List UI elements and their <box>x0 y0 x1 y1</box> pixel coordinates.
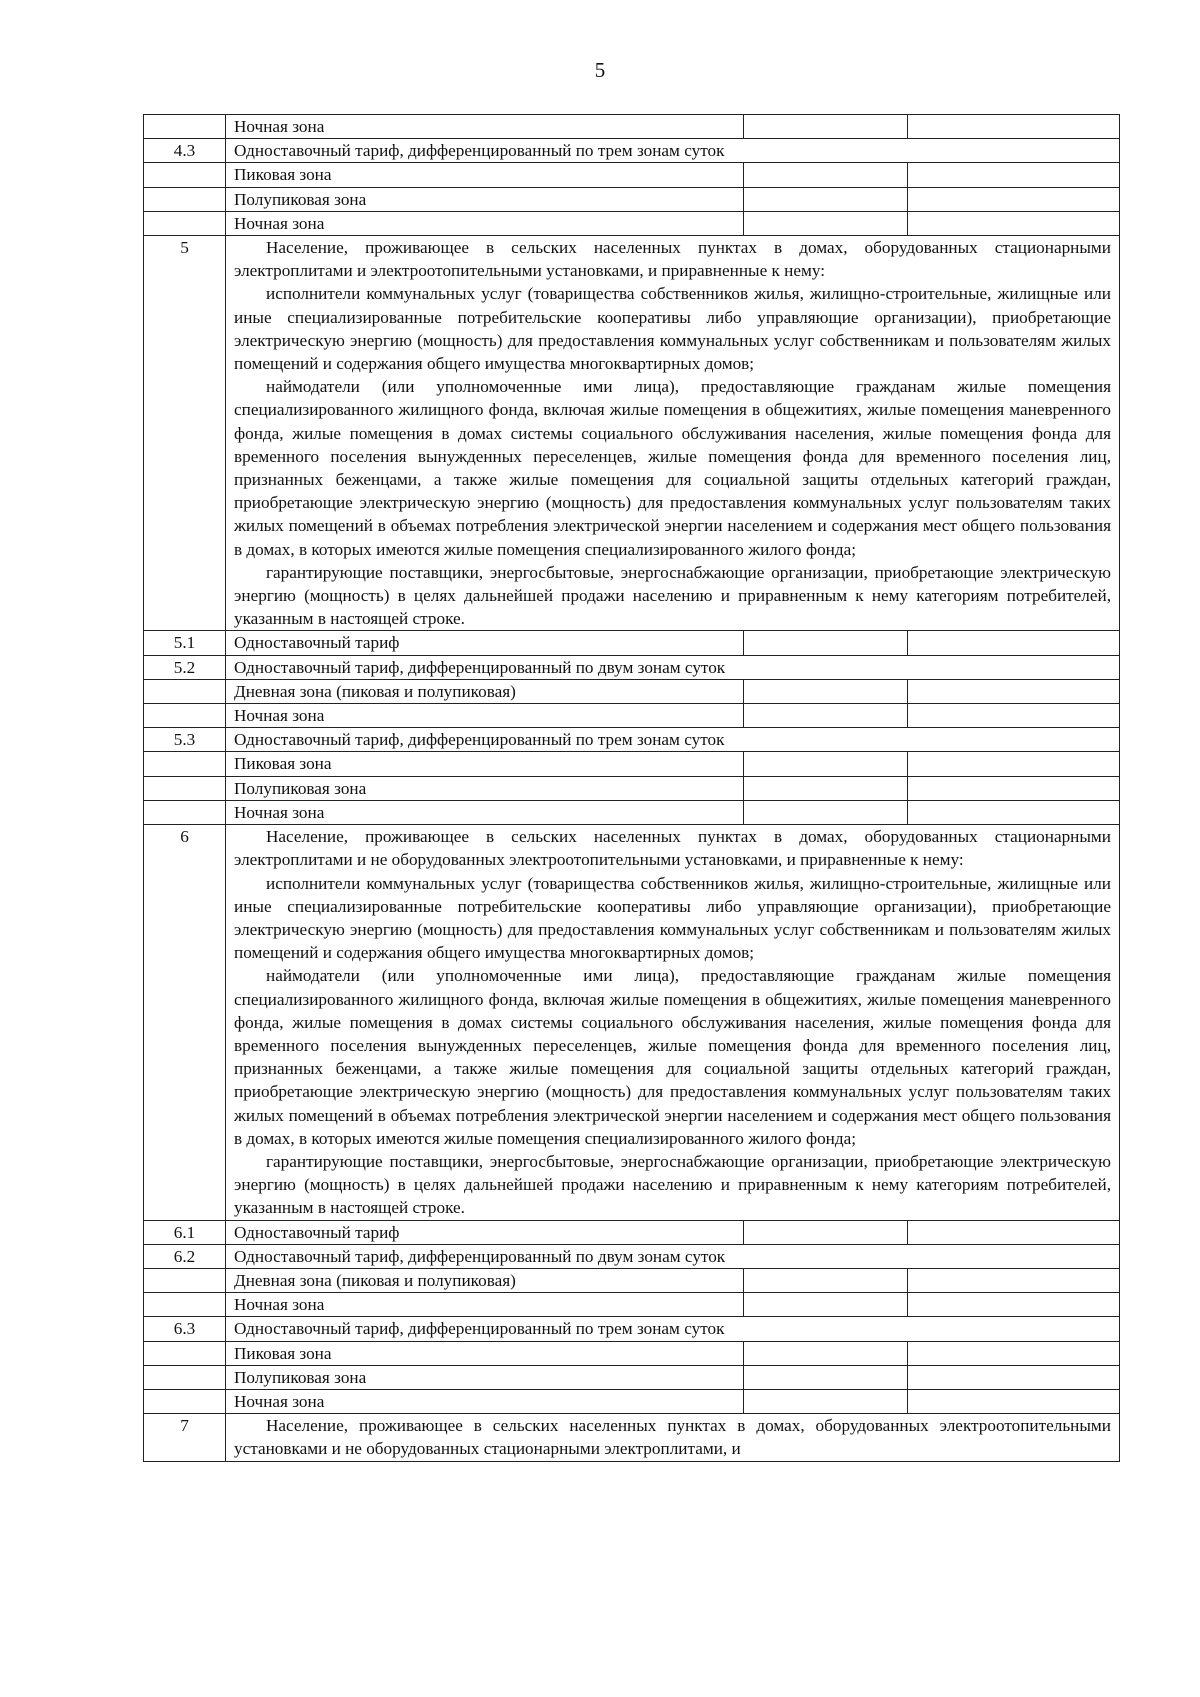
tariff-group-heading: Одноставочный тариф, дифференцированный по трем зонам суток <box>226 139 1120 163</box>
table-row <box>144 704 1120 728</box>
row-number: 5.2 <box>144 655 226 679</box>
value-cell-first-half <box>744 704 908 728</box>
zone-label: Полупиковая зона <box>226 776 744 800</box>
row-number: 7 <box>144 1414 226 1461</box>
table-row <box>144 1414 1120 1461</box>
value-cell-second-half <box>908 704 1120 728</box>
table-row <box>144 800 1120 824</box>
tariff-group-heading: Одноставочный тариф, дифференцированный по двум зонам суток <box>226 1244 1120 1268</box>
value-cell-second-half <box>908 187 1120 211</box>
table-row <box>144 825 1120 1220</box>
row-number: 6.3 <box>144 1317 226 1341</box>
row-number <box>144 800 226 824</box>
description-paragraph: Население, проживающее в сельских населенных пунктах в домах, оборудованных стационарными электроплитами и не оборудованных электроотопительными установками, и приравненные к нему: <box>234 827 1111 870</box>
value-cell-second-half <box>908 1365 1120 1389</box>
value-cell-first-half <box>744 800 908 824</box>
value-cell-second-half <box>908 115 1120 139</box>
table-row <box>144 1293 1120 1317</box>
table-row <box>144 211 1120 235</box>
value-cell-first-half <box>744 115 908 139</box>
row-number: 5.3 <box>144 728 226 752</box>
value-cell-first-half <box>744 1341 908 1365</box>
table-row <box>144 1389 1120 1413</box>
row-number <box>144 1293 226 1317</box>
description-paragraph: гарантирующие поставщики, энергосбытовые, энергоснабжающие организации, приобретающие электрическую энергию (мощность) в целях дальнейшей продажи населению и приравненным к нему категориям потребителей, указанным в настоящей строке. <box>234 562 1111 629</box>
value-cell-second-half <box>908 1341 1120 1365</box>
table-row <box>144 1317 1120 1341</box>
table-row <box>144 679 1120 703</box>
consumer-category-description <box>226 825 1120 1220</box>
row-number <box>144 1389 226 1413</box>
row-number: 6 <box>144 825 226 1220</box>
row-number: 4.3 <box>144 139 226 163</box>
zone-label: Ночная зона <box>226 1389 744 1413</box>
description-paragraph: исполнители коммунальных услуг (товарищества собственников жилья, жилищно-строительные, жилищные или иные специализированные потребительские кооперативы либо управляющие организации), приобретающие электрическую энергию (мощность) для предоставления коммунальных услуг собственникам и пользователям жилых помещений и содержания общего имущества многоквартирных домов; <box>234 873 1111 963</box>
value-cell-first-half <box>744 776 908 800</box>
row-number: 6.2 <box>144 1244 226 1268</box>
table-row <box>144 776 1120 800</box>
value-cell-first-half <box>744 211 908 235</box>
value-cell-second-half <box>908 631 1120 655</box>
row-number <box>144 1341 226 1365</box>
value-cell-first-half <box>744 631 908 655</box>
value-cell-first-half <box>744 1268 908 1292</box>
table-row <box>144 1244 1120 1268</box>
value-cell-second-half <box>908 800 1120 824</box>
description-paragraph: наймодатели (или уполномоченные ими лица), предоставляющие гражданам жилые помещения специализированного жилищного фонда, включая жилые помещения в общежитиях, жилые помещения маневренного фонда, жилые помещения в домах системы социального обслуживания населения, жилые помещения фонда для временного поселения вынужденных переселенцев, жилые помещения фонда для временного поселения лиц, признанных беженцами, а также жилые помещения для социальной защиты отдельных категорий граждан, приобретающие электрическую энергию (мощность) для предоставления коммунальных услуг пользователям таких жилых помещений в объемах потребления электрической энергии населением и содержания мест общего пользования в домах, в которых имеются жилые помещения специализированного жилого фонда; <box>234 377 1111 559</box>
tariff-label: Одноставочный тариф <box>226 1220 744 1244</box>
zone-label: Полупиковая зона <box>226 187 744 211</box>
table-row <box>144 115 1120 139</box>
zone-label: Дневная зона (пиковая и полупиковая) <box>226 679 744 703</box>
row-number <box>144 1365 226 1389</box>
tariff-group-heading: Одноставочный тариф, дифференцированный по двум зонам суток <box>226 655 1120 679</box>
description-paragraph: исполнители коммунальных услуг (товарищества собственников жилья, жилищно-строительные, жилищные или иные специализированные потребительские кооперативы либо управляющие организации), приобретающие электрическую энергию (мощность) для предоставления коммунальных услуг собственникам и пользователям жилых помещений и содержания общего имущества многоквартирных домов; <box>234 284 1111 374</box>
value-cell-first-half <box>744 163 908 187</box>
description-paragraph: Население, проживающее в сельских населенных пунктах в домах, оборудованных стационарными электроплитами и электроотопительными установками, и приравненные к нему: <box>234 238 1111 281</box>
table-row <box>144 236 1120 631</box>
row-number <box>144 752 226 776</box>
zone-label: Дневная зона (пиковая и полупиковая) <box>226 1268 744 1292</box>
table-row <box>144 1268 1120 1292</box>
row-number <box>144 115 226 139</box>
tariff-group-heading: Одноставочный тариф, дифференцированный по трем зонам суток <box>226 1317 1120 1341</box>
zone-label: Пиковая зона <box>226 163 744 187</box>
tariff-table <box>143 114 1120 1462</box>
zone-label: Ночная зона <box>226 704 744 728</box>
value-cell-second-half <box>908 1389 1120 1413</box>
zone-label: Ночная зона <box>226 115 744 139</box>
value-cell-first-half <box>744 1365 908 1389</box>
table-row <box>144 1220 1120 1244</box>
value-cell-second-half <box>908 752 1120 776</box>
row-number: 5.1 <box>144 631 226 655</box>
value-cell-first-half <box>744 1293 908 1317</box>
value-cell-second-half <box>908 1268 1120 1292</box>
description-paragraph: Население, проживающее в сельских населенных пунктах в домах, оборудованных электроотопительными установками и не оборудованных стационарными электроплитами, и <box>234 1416 1111 1459</box>
value-cell-second-half <box>908 1293 1120 1317</box>
table-row <box>144 139 1120 163</box>
zone-label: Пиковая зона <box>226 752 744 776</box>
table-row <box>144 1365 1120 1389</box>
row-number: 6.1 <box>144 1220 226 1244</box>
value-cell-second-half <box>908 163 1120 187</box>
table-row <box>144 655 1120 679</box>
consumer-category-description <box>226 1414 1120 1461</box>
value-cell-first-half <box>744 1220 908 1244</box>
table-row <box>144 187 1120 211</box>
value-cell-second-half <box>908 1220 1120 1244</box>
page-number: 5 <box>594 58 606 82</box>
description-paragraph: наймодатели (или уполномоченные ими лица), предоставляющие гражданам жилые помещения специализированного жилищного фонда, включая жилые помещения в общежитиях, жилые помещения маневренного фонда, жилые помещения в домах системы социального обслуживания населения, жилые помещения фонда для временного поселения вынужденных переселенцев, жилые помещения фонда для временного поселения лиц, признанных беженцами, а также жилые помещения для социальной защиты отдельных категорий граждан, приобретающие электрическую энергию (мощность) для предоставления коммунальных услуг пользователям таких жилых помещений в объемах потребления электрической энергии населением и содержания мест общего пользования в домах, в которых имеются жилые помещения специализированного жилого фонда; <box>234 966 1111 1148</box>
description-paragraph: гарантирующие поставщики, энергосбытовые, энергоснабжающие организации, приобретающие электрическую энергию (мощность) в целях дальнейшей продажи населению и приравненным к нему категориям потребителей, указанным в настоящей строке. <box>234 1151 1111 1218</box>
row-number <box>144 704 226 728</box>
tariff-group-heading: Одноставочный тариф, дифференцированный по трем зонам суток <box>226 728 1120 752</box>
row-number <box>144 187 226 211</box>
value-cell-first-half <box>744 679 908 703</box>
zone-label: Полупиковая зона <box>226 1365 744 1389</box>
consumer-category-description <box>226 236 1120 631</box>
table-row <box>144 752 1120 776</box>
tariff-label: Одноставочный тариф <box>226 631 744 655</box>
row-number <box>144 1268 226 1292</box>
value-cell-second-half <box>908 211 1120 235</box>
table-row <box>144 163 1120 187</box>
row-number <box>144 679 226 703</box>
row-number <box>144 776 226 800</box>
zone-label: Ночная зона <box>226 211 744 235</box>
zone-label: Пиковая зона <box>226 1341 744 1365</box>
row-number: 5 <box>144 236 226 631</box>
table-row <box>144 728 1120 752</box>
zone-label: Ночная зона <box>226 800 744 824</box>
zone-label: Ночная зона <box>226 1293 744 1317</box>
value-cell-second-half <box>908 679 1120 703</box>
value-cell-second-half <box>908 776 1120 800</box>
table-row <box>144 631 1120 655</box>
row-number <box>144 211 226 235</box>
row-number <box>144 163 226 187</box>
value-cell-first-half <box>744 1389 908 1413</box>
table-row <box>144 1341 1120 1365</box>
value-cell-first-half <box>744 187 908 211</box>
value-cell-first-half <box>744 752 908 776</box>
